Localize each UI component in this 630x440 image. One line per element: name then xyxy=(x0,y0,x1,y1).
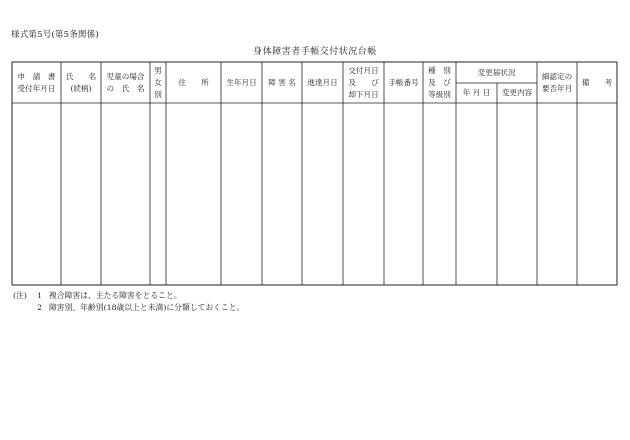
column-header-line: 氏 名 xyxy=(65,71,97,81)
column-header xyxy=(12,62,61,103)
column-header-line: の 氏 名 xyxy=(106,83,145,93)
column-header xyxy=(221,62,262,103)
note-number: 2 xyxy=(37,303,42,312)
column-header-line: 却下月日 xyxy=(348,89,379,99)
column-group-header: 変更届状況 xyxy=(477,67,516,77)
column-header-line: 障 害 名 xyxy=(268,77,296,87)
column-header-line: 申 請 書 xyxy=(17,71,56,81)
note-text: 障害別、年齢別(18歳以上と未満)に分類しておくこと。 xyxy=(49,303,245,312)
column-header xyxy=(166,62,221,103)
column-header-line: 男 xyxy=(154,65,162,75)
column-subheader: 年 月 日 xyxy=(462,88,491,97)
column-header-line: 交付月日 xyxy=(348,65,379,75)
column-header xyxy=(150,62,166,103)
column-header-line: 要否年月 xyxy=(541,83,573,93)
column-subheader: 変更内容 xyxy=(501,88,533,97)
note-number: 1 xyxy=(37,291,42,300)
column-header-line: 及 び xyxy=(348,77,379,87)
column-header-line: 受付年月日 xyxy=(17,83,56,93)
column-header xyxy=(343,62,384,103)
column-header xyxy=(423,62,456,103)
form-number-label: 様式第5号(第5条関係) xyxy=(11,30,99,40)
column-header-line: 進達月日 xyxy=(307,77,338,87)
column-header-line: 児童の場合 xyxy=(106,71,145,81)
column-header xyxy=(61,62,101,103)
column-header-line: 備 考 xyxy=(581,77,613,87)
column-header xyxy=(302,62,343,103)
column-header-line: 及 び xyxy=(428,77,451,87)
column-header xyxy=(101,62,150,103)
column-header xyxy=(262,62,302,103)
column-header xyxy=(384,62,423,103)
column-header-line: 手帳番号 xyxy=(388,77,419,87)
column-header-line: 生年月日 xyxy=(226,77,257,87)
notes-label: (注) xyxy=(13,291,27,300)
note-item xyxy=(13,302,244,314)
note-text: 複合障害は、主たる障害をとること。 xyxy=(49,291,182,300)
column-header-line: 細認定の xyxy=(541,71,573,81)
column-header-line: 別 xyxy=(154,89,162,99)
document-title: 身体障害者手帳交付状況台帳 xyxy=(253,47,377,57)
column-header-line: (続柄) xyxy=(70,83,92,93)
column-header-line: 住 所 xyxy=(178,77,209,87)
column-header xyxy=(577,62,617,103)
notes-section xyxy=(13,290,244,314)
column-header-line: 種 別 xyxy=(428,65,451,75)
column-header-line: 等級別 xyxy=(428,89,451,99)
column-header-line: 女 xyxy=(154,77,162,87)
note-item xyxy=(13,290,244,302)
column-header xyxy=(537,62,577,103)
